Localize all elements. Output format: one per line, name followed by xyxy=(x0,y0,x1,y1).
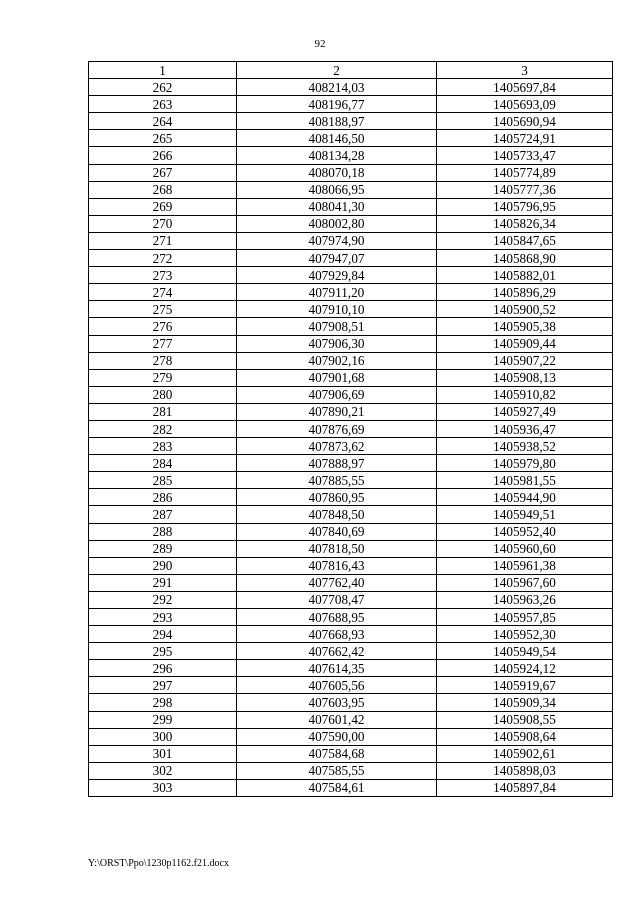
x-coordinate-cell: 408070,18 xyxy=(237,164,437,181)
y-coordinate-cell: 1405910,82 xyxy=(437,386,613,403)
x-coordinate-cell: 407668,93 xyxy=(237,626,437,643)
x-coordinate-cell: 407818,50 xyxy=(237,540,437,557)
table-row xyxy=(89,591,613,608)
table-row xyxy=(89,540,613,557)
table-row xyxy=(89,455,613,472)
x-coordinate-cell: 407601,42 xyxy=(237,711,437,728)
table-row xyxy=(89,574,613,591)
y-coordinate-cell: 1405847,65 xyxy=(437,232,613,249)
y-coordinate-cell: 1405868,90 xyxy=(437,250,613,267)
x-coordinate-cell: 407762,40 xyxy=(237,574,437,591)
point-number-cell: 263 xyxy=(89,96,237,113)
y-coordinate-cell: 1405949,54 xyxy=(437,643,613,660)
x-coordinate-cell: 407590,00 xyxy=(237,728,437,745)
y-coordinate-cell: 1405697,84 xyxy=(437,79,613,96)
table-row xyxy=(89,369,613,386)
y-coordinate-cell: 1405908,64 xyxy=(437,728,613,745)
x-coordinate-cell: 407908,51 xyxy=(237,318,437,335)
point-number-cell: 292 xyxy=(89,591,237,608)
y-coordinate-cell: 1405826,34 xyxy=(437,215,613,232)
point-number-cell: 265 xyxy=(89,130,237,147)
point-number-cell: 274 xyxy=(89,284,237,301)
table-row xyxy=(89,113,613,130)
y-coordinate-cell: 1405963,26 xyxy=(437,591,613,608)
x-coordinate-cell: 407885,55 xyxy=(237,472,437,489)
table-row xyxy=(89,403,613,420)
point-number-cell: 303 xyxy=(89,779,237,796)
x-coordinate-cell: 408041,30 xyxy=(237,198,437,215)
x-coordinate-cell: 407603,95 xyxy=(237,694,437,711)
point-number-cell: 272 xyxy=(89,250,237,267)
table-row xyxy=(89,626,613,643)
table-row xyxy=(89,250,613,267)
x-coordinate-cell: 407901,68 xyxy=(237,369,437,386)
y-coordinate-cell: 1405981,55 xyxy=(437,472,613,489)
x-coordinate-cell: 408066,95 xyxy=(237,181,437,198)
table-row xyxy=(89,660,613,677)
point-number-cell: 268 xyxy=(89,181,237,198)
point-number-cell: 289 xyxy=(89,540,237,557)
y-coordinate-cell: 1405919,67 xyxy=(437,677,613,694)
point-number-cell: 281 xyxy=(89,403,237,420)
point-number-cell: 276 xyxy=(89,318,237,335)
point-number-cell: 279 xyxy=(89,369,237,386)
y-coordinate-cell: 1405724,91 xyxy=(437,130,613,147)
table-row xyxy=(89,643,613,660)
y-coordinate-cell: 1405960,60 xyxy=(437,540,613,557)
page-number: 92 xyxy=(314,38,326,50)
point-number-cell: 278 xyxy=(89,352,237,369)
y-coordinate-cell: 1405957,85 xyxy=(437,609,613,626)
point-number-cell: 291 xyxy=(89,574,237,591)
point-number-cell: 302 xyxy=(89,762,237,779)
point-number-cell: 277 xyxy=(89,335,237,352)
point-number-cell: 262 xyxy=(89,79,237,96)
point-number-cell: 267 xyxy=(89,164,237,181)
table-row xyxy=(89,232,613,249)
point-number-cell: 264 xyxy=(89,113,237,130)
point-number-cell: 286 xyxy=(89,489,237,506)
x-coordinate-cell: 407910,10 xyxy=(237,301,437,318)
y-coordinate-cell: 1405896,29 xyxy=(437,284,613,301)
table-row xyxy=(89,147,613,164)
point-number-cell: 298 xyxy=(89,694,237,711)
x-coordinate-cell: 407708,47 xyxy=(237,591,437,608)
table-row xyxy=(89,181,613,198)
table-row xyxy=(89,472,613,489)
x-coordinate-cell: 408134,28 xyxy=(237,147,437,164)
y-coordinate-cell: 1405907,22 xyxy=(437,352,613,369)
x-coordinate-cell: 407848,50 xyxy=(237,506,437,523)
y-coordinate-cell: 1405927,49 xyxy=(437,403,613,420)
table-body xyxy=(89,79,613,797)
table-row xyxy=(89,694,613,711)
table-row xyxy=(89,728,613,745)
point-number-cell: 269 xyxy=(89,198,237,215)
x-coordinate-cell: 407816,43 xyxy=(237,557,437,574)
table-header xyxy=(89,62,613,79)
table-row xyxy=(89,301,613,318)
point-number-cell: 296 xyxy=(89,660,237,677)
y-coordinate-cell: 1405897,84 xyxy=(437,779,613,796)
point-number-cell: 283 xyxy=(89,438,237,455)
y-coordinate-cell: 1405774,89 xyxy=(437,164,613,181)
point-number-cell: 271 xyxy=(89,232,237,249)
x-coordinate-cell: 407974,90 xyxy=(237,232,437,249)
table-row xyxy=(89,779,613,796)
y-coordinate-cell: 1405979,80 xyxy=(437,455,613,472)
x-coordinate-cell: 407947,07 xyxy=(237,250,437,267)
y-coordinate-cell: 1405938,52 xyxy=(437,438,613,455)
table-row xyxy=(89,386,613,403)
table-row xyxy=(89,164,613,181)
table-row xyxy=(89,420,613,437)
x-coordinate-cell: 407873,62 xyxy=(237,438,437,455)
point-number-cell: 270 xyxy=(89,215,237,232)
point-number-cell: 290 xyxy=(89,557,237,574)
y-coordinate-cell: 1405902,61 xyxy=(437,745,613,762)
y-coordinate-cell: 1405693,09 xyxy=(437,96,613,113)
x-coordinate-cell: 407911,20 xyxy=(237,284,437,301)
y-coordinate-cell: 1405905,38 xyxy=(437,318,613,335)
y-coordinate-cell: 1405949,51 xyxy=(437,506,613,523)
y-coordinate-cell: 1405909,34 xyxy=(437,694,613,711)
y-coordinate-cell: 1405936,47 xyxy=(437,420,613,437)
point-number-cell: 295 xyxy=(89,643,237,660)
table-row xyxy=(89,267,613,284)
table-row xyxy=(89,609,613,626)
table-row xyxy=(89,215,613,232)
y-coordinate-cell: 1405908,55 xyxy=(437,711,613,728)
point-number-cell: 284 xyxy=(89,455,237,472)
y-coordinate-cell: 1405924,12 xyxy=(437,660,613,677)
x-coordinate-cell: 407662,42 xyxy=(237,643,437,660)
point-number-cell: 288 xyxy=(89,523,237,540)
table-row xyxy=(89,335,613,352)
x-coordinate-cell: 407605,56 xyxy=(237,677,437,694)
x-coordinate-cell: 408188,97 xyxy=(237,113,437,130)
table-row xyxy=(89,198,613,215)
point-number-cell: 299 xyxy=(89,711,237,728)
point-number-cell: 273 xyxy=(89,267,237,284)
y-coordinate-cell: 1405952,40 xyxy=(437,523,613,540)
table-row xyxy=(89,711,613,728)
x-coordinate-cell: 407906,69 xyxy=(237,386,437,403)
y-coordinate-cell: 1405900,52 xyxy=(437,301,613,318)
y-coordinate-cell: 1405944,90 xyxy=(437,489,613,506)
point-number-cell: 301 xyxy=(89,745,237,762)
table-row xyxy=(89,130,613,147)
header-row xyxy=(89,62,613,79)
x-coordinate-cell: 407585,55 xyxy=(237,762,437,779)
x-coordinate-cell: 407584,68 xyxy=(237,745,437,762)
y-coordinate-cell: 1405796,95 xyxy=(437,198,613,215)
point-number-cell: 287 xyxy=(89,506,237,523)
table-row xyxy=(89,284,613,301)
table-row xyxy=(89,523,613,540)
point-number-cell: 293 xyxy=(89,609,237,626)
y-coordinate-cell: 1405908,13 xyxy=(437,369,613,386)
table-row xyxy=(89,489,613,506)
x-coordinate-cell: 407888,97 xyxy=(237,455,437,472)
y-coordinate-cell: 1405952,30 xyxy=(437,626,613,643)
x-coordinate-cell: 407890,21 xyxy=(237,403,437,420)
x-coordinate-cell: 408002,80 xyxy=(237,215,437,232)
y-coordinate-cell: 1405898,03 xyxy=(437,762,613,779)
table-row xyxy=(89,96,613,113)
y-coordinate-cell: 1405777,36 xyxy=(437,181,613,198)
point-number-cell: 294 xyxy=(89,626,237,643)
y-coordinate-cell: 1405961,38 xyxy=(437,557,613,574)
x-coordinate-cell: 407906,30 xyxy=(237,335,437,352)
table-row xyxy=(89,677,613,694)
table-row xyxy=(89,318,613,335)
point-number-cell: 282 xyxy=(89,420,237,437)
point-number-cell: 285 xyxy=(89,472,237,489)
table-row xyxy=(89,506,613,523)
column-header-2: 2 xyxy=(237,62,437,79)
column-header-3: 3 xyxy=(437,62,613,79)
x-coordinate-cell: 407584,61 xyxy=(237,779,437,796)
y-coordinate-cell: 1405967,60 xyxy=(437,574,613,591)
point-number-cell: 275 xyxy=(89,301,237,318)
x-coordinate-cell: 408196,77 xyxy=(237,96,437,113)
y-coordinate-cell: 1405733,47 xyxy=(437,147,613,164)
point-number-cell: 297 xyxy=(89,677,237,694)
column-header-1: 1 xyxy=(89,62,237,79)
coordinates-table xyxy=(88,61,613,797)
table-row xyxy=(89,438,613,455)
x-coordinate-cell: 407902,16 xyxy=(237,352,437,369)
x-coordinate-cell: 407929,84 xyxy=(237,267,437,284)
x-coordinate-cell: 407876,69 xyxy=(237,420,437,437)
point-number-cell: 266 xyxy=(89,147,237,164)
y-coordinate-cell: 1405690,94 xyxy=(437,113,613,130)
x-coordinate-cell: 407860,95 xyxy=(237,489,437,506)
table-row xyxy=(89,352,613,369)
x-coordinate-cell: 407614,35 xyxy=(237,660,437,677)
y-coordinate-cell: 1405882,01 xyxy=(437,267,613,284)
table-row xyxy=(89,762,613,779)
y-coordinate-cell: 1405909,44 xyxy=(437,335,613,352)
point-number-cell: 280 xyxy=(89,386,237,403)
point-number-cell: 300 xyxy=(89,728,237,745)
x-coordinate-cell: 408214,03 xyxy=(237,79,437,96)
x-coordinate-cell: 408146,50 xyxy=(237,130,437,147)
footer-file-path: Y:\ORST\Ppo\1230p1162.f21.docx xyxy=(88,858,229,869)
x-coordinate-cell: 407840,69 xyxy=(237,523,437,540)
table-row xyxy=(89,557,613,574)
x-coordinate-cell: 407688,95 xyxy=(237,609,437,626)
table-row xyxy=(89,79,613,96)
table-row xyxy=(89,745,613,762)
